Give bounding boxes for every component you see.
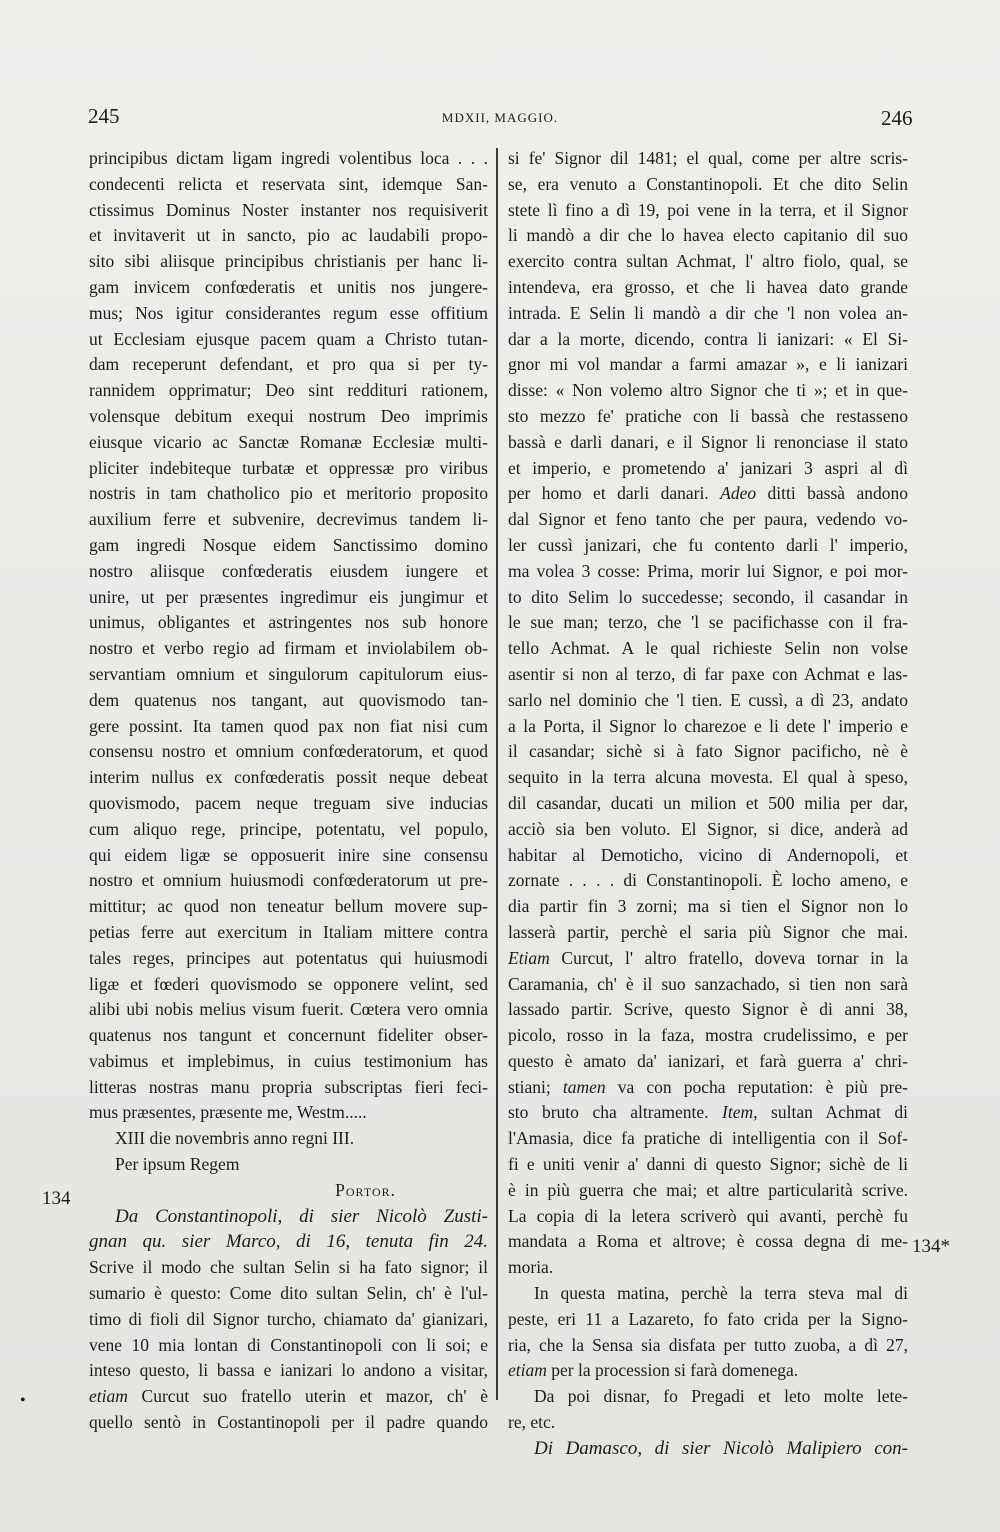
text-line: disse: « Non volemo altro Signor che ti »; et in que- — [508, 380, 908, 401]
text-line: exercito contra sultan Achmat, l' altro fiolo, qual, se — [508, 251, 908, 272]
text-line: lasserà partir, perchè el saria più Signor che mai. — [508, 921, 908, 942]
text-line: unire, ut per præsentes ingredimur eis jungimur et — [89, 586, 488, 607]
text-line: l'Amasia, dice fa pratiche di intelligentia con il Sof- — [508, 1128, 908, 1149]
line-text: per homo et darli danari. — [508, 483, 709, 504]
text-line: mus præsentes, præsente me, Westm..... — [89, 1102, 367, 1123]
line-text: sto bruto cha altramente. — [508, 1102, 723, 1123]
text-line: ut Ecclesiam ejusque pacem quam a Christo tutan- — [89, 328, 488, 349]
right-column — [508, 146, 908, 1462]
text-line: servantiam omnium et singulorum capitulorum eius- — [89, 663, 488, 684]
text-line: gnor mi vol mandar a farmi amazar », e li ianizari — [508, 354, 908, 375]
text-line: litteras nostras manu propria subscriptas fieri feci- — [89, 1076, 488, 1097]
text-line: et invitaverit ut in sancto, pio ac laudabili propo- — [89, 225, 488, 246]
text-line: intrada. E Selin li mandò a dir che 'l non volea an- — [508, 302, 908, 323]
text-line: petias ferre aut exercitum in Italiam mittere contra — [89, 921, 488, 942]
text-line: dil casandar, ducati un milion et 500 milia per dar, — [508, 792, 908, 813]
text-line: Caramania, ch' è il suo sanzachado, si tien non sarà — [508, 973, 908, 994]
left-column — [89, 146, 488, 1436]
text-line: tales reges, principes aut potentatus qui huiusmodi — [89, 947, 488, 968]
text-line: lassado partir. Scrive, questo Signor è di anni 38, — [508, 999, 908, 1020]
text-line — [508, 946, 908, 972]
italic-word: etiam — [508, 1360, 547, 1381]
line-text: stiani; — [508, 1076, 563, 1097]
text-line: vabimus et implebimus, in cuius testimonium has — [89, 1050, 488, 1071]
text-line: La copia di la letera scriverò qui avanti, perchè fu — [508, 1205, 908, 1226]
page-header — [0, 104, 1000, 134]
text-line: fi e uniti venir a' danni di questo Signor; sichè de li — [508, 1154, 908, 1175]
text-line: bassà e darli danari, e il Signor li renonciase il stato — [508, 431, 908, 452]
text-line: volensque debitum exequi nostrum Deo imprimis — [89, 405, 488, 426]
text-line: sto mezzo fe' pratiche con li bassà che restasseno — [508, 405, 908, 426]
text-line: unimus, obligantes et astringentes nos sub honore — [89, 612, 488, 633]
text-line: gam ingredi Nosque eidem Sanctissimo domino — [89, 534, 488, 555]
letter-heading-line-1: Da Constantinopoli, di sier Nicolò Zusti- — [115, 1205, 488, 1227]
letter-heading-line-2: gnan qu. sier Marco, di 16, tenuta fin 24. — [89, 1231, 488, 1253]
text-line: alibi ubi nobis melius visum fuerit. Cœtera vero omnia — [89, 999, 488, 1020]
text-block — [508, 972, 908, 1075]
text-line: consensu nostro et omnium confœderatorum, et quod — [89, 741, 488, 762]
text-line: quovismodo, pacem neque treguam sive inducias — [89, 792, 488, 813]
column-divider — [496, 148, 498, 1400]
text-block — [508, 1126, 908, 1281]
running-title: MDXII, MAGGIO. — [441, 110, 559, 125]
text-line: cum aliquo rege, principe, potentatu, vel populo, — [89, 818, 488, 839]
text-line: ler cussì janizari, che fu contento darli l' imperio, — [508, 534, 908, 555]
text-line: picolo, rosso in la faza, mostra crudelissimo, e per — [508, 1025, 908, 1046]
text-line: il casandar; sichè si à fato Signor pacificho, nè è — [508, 741, 908, 762]
text-line: asentir si non al terzo, di far paxe con Achmat e las- — [508, 663, 908, 684]
italic-word: Adeo — [720, 483, 757, 504]
text-line: intendeva, era grosso, et che li havea dato grande — [508, 276, 908, 297]
text-line: dia partir fin 3 zorni; ma si tien el Signor non lo — [508, 896, 908, 917]
text-line: condecenti relicta et reservata sint, idemque San- — [89, 173, 488, 194]
line-text: per la procession si farà domenega. — [546, 1360, 799, 1381]
text-line: zornate . . . . di Constantinopoli. È locho ameno, e — [508, 870, 908, 891]
date-line: XIII die novembris anno regni III. — [115, 1128, 355, 1149]
text-line: li mandò a dir che lo havea electo capitanio dil suo — [508, 225, 908, 246]
text-line: rannidem opprimatur; Deo sint reddituri rationem, — [89, 380, 488, 401]
page-number-right: 246 — [881, 106, 913, 130]
text-line: auxilium ferre et subvenire, decrevimus tandem li- — [89, 509, 488, 530]
text-line — [508, 1075, 908, 1101]
text-line: In questa matina, perchè la terra steva mal di — [534, 1283, 908, 1304]
text-line: gere possint. Ita tamen quod pax non fiat nisi cum — [89, 715, 488, 736]
text-line: nostro et verbo regio ad firmam et inviolabilem ob- — [89, 638, 488, 659]
text-line: moria. — [508, 1257, 554, 1278]
text-line: inteso questo, li bassa e ianizari lo andono a visitar, — [89, 1360, 488, 1381]
text-line: Da poi disnar, fo Pregadi et leto molte lete- — [534, 1386, 908, 1407]
text-line: sarlo nel dominio che 'l tien. E cussì, a dì 23, andato — [508, 689, 908, 710]
text-line: nostris in tam chatholico pio et meritorio proposito — [89, 483, 488, 504]
text-block — [508, 146, 908, 481]
letter-body-block — [89, 1255, 488, 1384]
paragraph-peste — [508, 1281, 908, 1358]
letter-body-line — [89, 1384, 488, 1410]
text-line: si fe' Signor dil 1481; el qual, come per altre scris- — [508, 148, 908, 168]
text-line: se, era venuto a Constantinopoli. Et che dito Selin — [508, 173, 908, 194]
text-line: mittitur; ac quod non teneatur bellum movere sup- — [89, 896, 488, 917]
text-line: le sue man; terzo, che 'l se pacifichasse con il fra- — [508, 612, 908, 633]
text-line: ctissimus Dominus Noster instanter nos requisiverit — [89, 199, 488, 220]
text-line: gam invicem confœderatis et unitis nos jungere- — [89, 276, 488, 297]
text-line: tello Achmat. A le qual richieste Selin non volse — [508, 638, 908, 659]
text-line: ligæ et fœderi quovismodo se opponere velint, sed — [89, 973, 488, 994]
letter-body-line: quello sentò in Costantinopoli per il padre quando — [89, 1412, 488, 1433]
margin-mark: • — [20, 1392, 26, 1409]
text-line: sequito in la terra alcuna movesta. El qual à speso, — [508, 767, 908, 788]
text-line: peste, eri 11 a Lazareto, fo fato crida per la Signo- — [508, 1308, 908, 1329]
text-line: acciò sia ben voluto. El Signor, si dice, anderà ad — [508, 818, 908, 839]
line-text: va con pocha reputation: è più pre- — [605, 1076, 908, 1097]
text-line: quatenus nos tangunt et concernunt fideliter obser- — [89, 1025, 488, 1046]
paragraph-pregadi — [508, 1384, 908, 1436]
text-line: è in più guerra che mai; et altre particularità scrive. — [508, 1179, 908, 1200]
text-line: questo è amato da' ianizari, et farà guerra a' chri- — [508, 1050, 908, 1071]
text-line: sumario è questo: Come dito sultan Selin, ch' è l'ul- — [89, 1283, 488, 1304]
text-line: et imperio, e prometendo a' janizari 3 aspri al dì — [508, 457, 908, 478]
text-line — [508, 1100, 908, 1126]
text-line: ma volea 3 cosse: Prima, morir lui Signor, e poi mor- — [508, 560, 908, 581]
text-line: to dito Selim lo succedesse; secondo, il casandar in — [508, 586, 908, 607]
text-line: habitar al Demoticho, vicino di Andernopoli, et — [508, 844, 908, 865]
page-number-left: 245 — [88, 104, 120, 128]
italic-word: etiam — [89, 1386, 128, 1407]
line-text: Curcut, l' altro fratello, doveva tornar in la — [549, 947, 908, 968]
text-line: nostro aliisque confœderatis eiusdem iungere et — [89, 560, 488, 581]
text-line: nostro et omnium huiusmodi confœderatorum ut pre- — [89, 870, 488, 891]
text-line: a la Porta, il Signor lo charezoe e li dete l' imperio e — [508, 715, 908, 736]
margin-number-left: 134 — [42, 1188, 71, 1209]
text-line: Scrive il modo che sultan Selin si ha fato signor; il — [89, 1257, 488, 1278]
text-line: eiusque vicario ac Sanctæ Romanæ Ecclesiæ multi- — [89, 431, 488, 452]
text-line: mus; Nos igitur considerantes regum esse offitium — [89, 302, 488, 323]
text-line: principibus dictam ligam ingredi volentibus loca . . . — [89, 148, 488, 168]
text-line: pliciter indebiteque turbatæ et oppressæ pro viribus — [89, 457, 488, 478]
italic-word: Etiam — [508, 947, 550, 968]
text-line: timo di fioli dil Signor turcho, chiamato da' gianizari, — [89, 1308, 488, 1329]
text-line — [508, 1358, 908, 1384]
italic-word: Item, — [722, 1102, 758, 1123]
latin-text-block — [89, 146, 488, 1126]
line-text: Curcut suo fratello uterin et mazor, ch' è — [127, 1386, 488, 1407]
text-line: qui eidem ligæ se opposuerit inire sine consensu — [89, 844, 488, 865]
italic-word: tamen — [562, 1076, 606, 1097]
letter-heading-damasco: Di Damasco, di sier Nicolò Malipiero con- — [534, 1437, 908, 1459]
per-ipsum-line: Per ipsum Regem — [115, 1154, 240, 1175]
text-line: mandata a Roma et altrove; è cossa degna di me- — [508, 1231, 908, 1252]
text-line: re, etc. — [508, 1412, 556, 1433]
text-block — [508, 507, 908, 946]
signature: Portor. — [335, 1179, 396, 1200]
line-text: ditti bassà andono — [756, 483, 909, 504]
text-line: interim nullus ex confœderatis possit neque debeat — [89, 767, 488, 788]
text-line: dam receperunt defendant, et pro qua si per ty- — [89, 354, 488, 375]
text-line: sito sibi aliisque principibus christianis per hanc li- — [89, 251, 488, 272]
text-line: dem quatenus nos tangant, aut quovismodo tan- — [89, 689, 488, 710]
margin-number-right: 134* — [912, 1236, 950, 1257]
text-line — [508, 481, 908, 507]
text-line: vene 10 mia lontan di Constantinopoli con li soi; e — [89, 1334, 488, 1355]
text-line: dal Signor et feno tanto che per paura, vedendo vo- — [508, 509, 908, 530]
text-line: stete lì fino a dì 19, poi vene in la terra, et il Signor — [508, 199, 908, 220]
text-line: dar a la morte, dicendo, contra li ianizari: « El Si- — [508, 328, 908, 349]
text-line: ria, che la Sensa sia disfata per tutto zuoba, a dì 27, — [508, 1334, 908, 1355]
line-text: sultan Achmat di — [757, 1102, 908, 1123]
